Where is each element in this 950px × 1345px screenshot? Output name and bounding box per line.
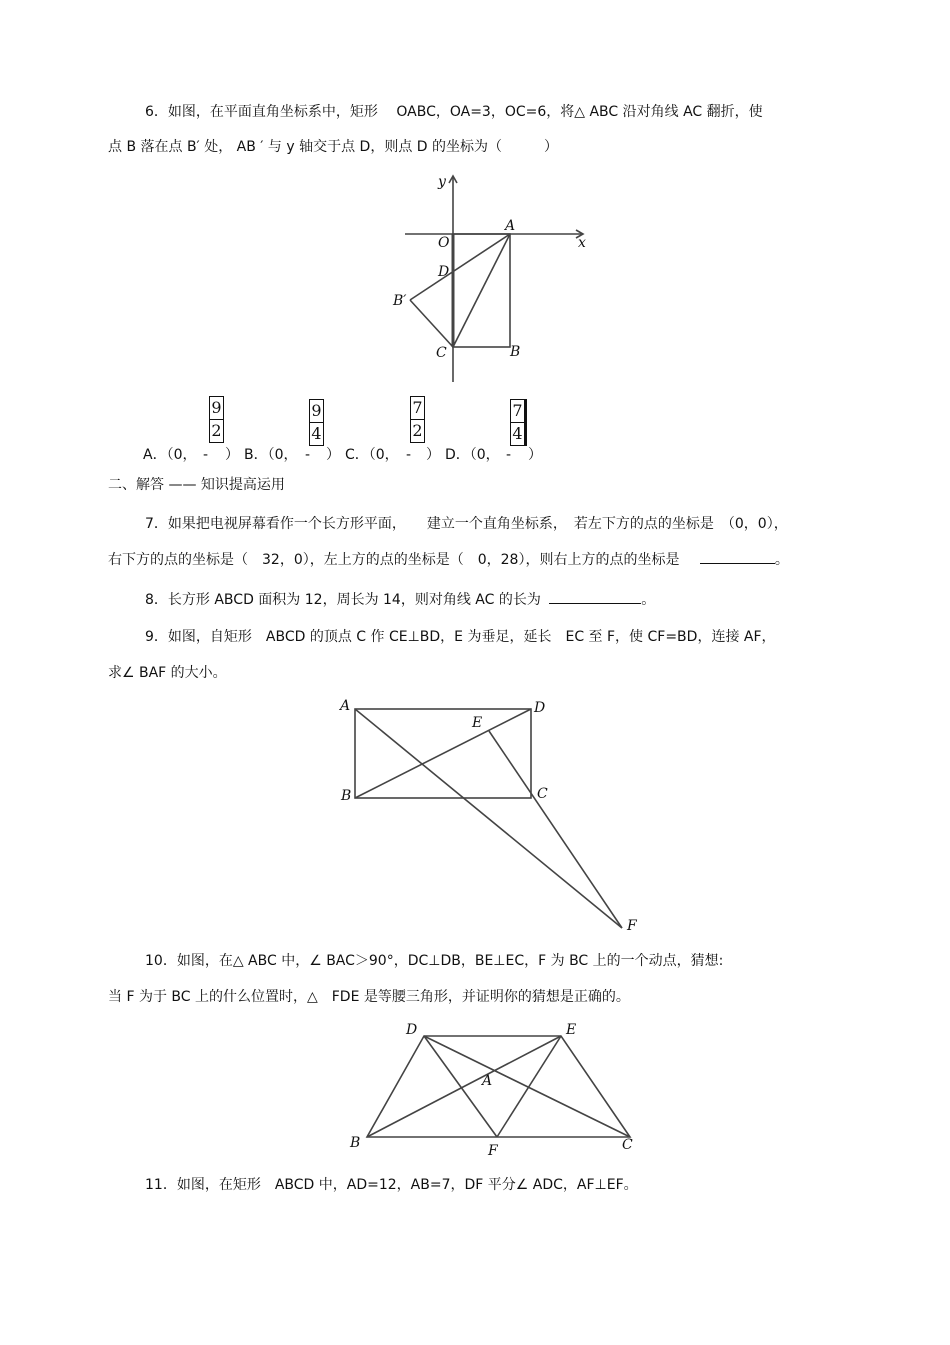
option-a-fraction bbox=[209, 396, 224, 443]
diagonal-ac bbox=[453, 234, 510, 347]
q7-end: 。 bbox=[774, 552, 789, 568]
q9-line2: 求∠ BAF 的大小。 bbox=[108, 665, 227, 681]
q6-figure bbox=[390, 170, 600, 385]
option-c-label: C．（0， bbox=[345, 447, 399, 463]
option-d-denominator: 4 bbox=[512, 424, 523, 443]
q7-line1: 7．如果把电视屏幕看作一个长方形平面， 建立一个直角坐标系， 若左下方的点的坐标是 （0，0）， bbox=[145, 516, 788, 532]
q8-end: 。 bbox=[641, 592, 656, 608]
option-a-denominator: 2 bbox=[211, 421, 222, 440]
label-c: C bbox=[436, 345, 447, 361]
option-d-fraction bbox=[510, 399, 527, 446]
label-b: B bbox=[510, 344, 521, 360]
label-f: F bbox=[627, 918, 637, 934]
q7-line2 bbox=[108, 549, 843, 570]
option-c-denominator: 2 bbox=[412, 421, 423, 440]
option-b-label: B．（0， bbox=[244, 447, 298, 463]
option-a-close: ） bbox=[225, 447, 239, 463]
label-a: A bbox=[505, 218, 516, 234]
option-c-minus: - bbox=[406, 447, 412, 463]
option-a-minus: - bbox=[203, 447, 209, 463]
option-d-minus: - bbox=[506, 447, 512, 463]
option-a-numerator: 9 bbox=[210, 397, 223, 420]
option-b-close: ） bbox=[326, 447, 340, 463]
option-b-fraction bbox=[309, 399, 324, 446]
option-c-numerator: 7 bbox=[411, 397, 424, 420]
q11-line: 11．如图，在矩形 ABCD 中，AD=12，AB=7，DF 平分∠ ADC，AF⊥EF。 bbox=[145, 1177, 638, 1193]
segment-af bbox=[355, 709, 622, 928]
q8-answer-blank[interactable] bbox=[549, 589, 641, 604]
q8-line bbox=[145, 589, 880, 610]
label-e: E bbox=[472, 715, 483, 731]
option-c-close: ） bbox=[426, 447, 440, 463]
q10-figure bbox=[340, 1015, 650, 1160]
option-d-label: D．（0， bbox=[445, 447, 500, 463]
section-heading: 二、解答 —— 知识提高运用 bbox=[108, 477, 285, 493]
label-f: F bbox=[488, 1143, 498, 1159]
option-d-numerator: 7 bbox=[511, 400, 524, 423]
segment-dc bbox=[424, 1036, 630, 1137]
label-x: x bbox=[578, 235, 586, 251]
label-a: A bbox=[340, 698, 351, 714]
label-e: E bbox=[566, 1022, 577, 1038]
label-d: D bbox=[438, 264, 450, 280]
q7-line2-text: 右下方的点的坐标是（ 32，0），左上方的点的坐标是（ 0，28），则右上方的点的坐标是 bbox=[108, 552, 680, 568]
segment-ef bbox=[489, 731, 622, 928]
label-c: C bbox=[622, 1137, 633, 1153]
label-d: D bbox=[534, 700, 546, 716]
label-b-prime: B′ bbox=[393, 293, 407, 309]
q7-answer-blank[interactable] bbox=[700, 549, 775, 564]
q10-line2: 当 F 为于 BC 上的什么位置时，△ FDE 是等腰三角形，并证明你的猜想是正确的。 bbox=[108, 989, 630, 1005]
segment-b-prime-c bbox=[410, 300, 453, 347]
q9-figure bbox=[335, 695, 655, 935]
label-b: B bbox=[350, 1135, 361, 1151]
label-a: A bbox=[482, 1073, 493, 1089]
q6-line2: 点 B 落在点 B′ 处， AB ′ 与 y 轴交于点 D，则点 D 的坐标为（ ） bbox=[108, 139, 558, 155]
q10-line1: 10．如图，在△ ABC 中，∠ BAC＞90°，DC⊥DB，BE⊥EC，F 为 BC 上的一个动点，猜想: bbox=[145, 953, 724, 969]
option-c-fraction bbox=[410, 396, 425, 443]
q8-text: 8．长方形 ABCD 面积为 12，周长为 14，则对角线 AC 的长为 bbox=[145, 592, 541, 608]
q6-line1: 6．如图，在平面直角坐标系中，矩形 OABC，OA=3，OC=6，将△ ABC 沿对角线 AC 翻折，使 bbox=[145, 104, 763, 120]
trapezoid-dbce bbox=[367, 1036, 630, 1137]
label-o: O bbox=[438, 235, 450, 251]
option-b-numerator: 9 bbox=[310, 400, 323, 423]
option-d-close: ） bbox=[528, 447, 542, 463]
option-b-denominator: 4 bbox=[311, 424, 322, 443]
label-y: y bbox=[438, 174, 446, 190]
segment-ef bbox=[497, 1036, 561, 1137]
option-a-label: A．（0， bbox=[143, 447, 197, 463]
label-d: D bbox=[406, 1022, 418, 1038]
option-b-minus: - bbox=[305, 447, 311, 463]
segment-ab-prime bbox=[410, 234, 510, 300]
label-b: B bbox=[341, 788, 352, 804]
label-c: C bbox=[537, 786, 548, 802]
q9-line1: 9．如图，自矩形 ABCD 的顶点 C 作 CE⊥BD，E 为垂足，延长 EC 至 F，使 CF=BD，连接 AF， bbox=[145, 629, 776, 645]
